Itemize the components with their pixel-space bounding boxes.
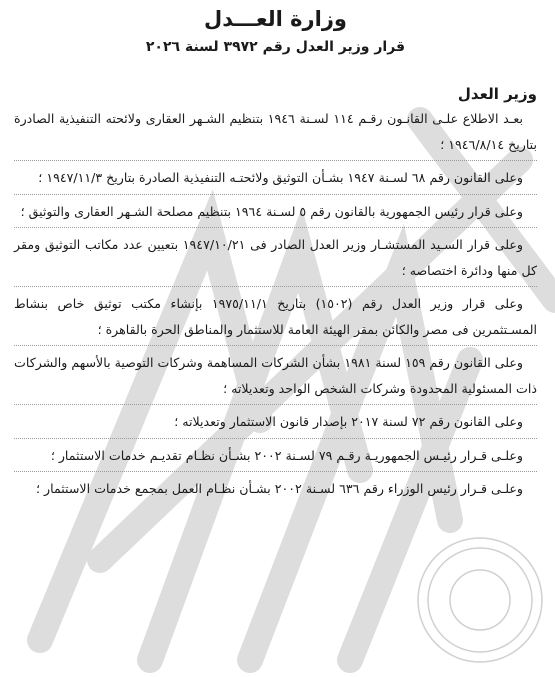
divider bbox=[14, 160, 537, 161]
paragraph: وعلـى قـرار رئيـس الجمهوريـة رقـم ٧٩ لسـنة ٢٠٠٢ بشـأن نظـام تقديـم خدمات الاستثمار ؛ bbox=[50, 447, 523, 463]
paragraph: وعلى القانون رقم ٦٨ لسـنة ١٩٤٧ بشـأن التوثيق ولائحتـه التنفيذية الصادرة بتاريخ ١٩٤٧/١١/٣ ؛ bbox=[38, 170, 523, 185]
divider bbox=[14, 438, 537, 439]
divider bbox=[14, 194, 537, 195]
paragraph: وعلى قرار السـيد المستشـار وزير العدل الصادر فى ١٩٤٧/١٠/٢١ بتعيين عدد مكاتب التوثيق ومقر كل منها ودائرة اختصاصه ؛ bbox=[14, 237, 537, 278]
paragraph: وعلى قرار وزير العدل رقم (١٥٠٢) بتاريخ ١٩٧٥/١١/١ بإنشاء مكتب توثيق خاص بنشاط المسـتثمرين فى مصر والكائن بمقر الهيئة العامة للاستثمار والمناطق الحرة بالقاهرة ؛ bbox=[14, 296, 537, 337]
divider bbox=[14, 227, 537, 228]
paragraph: وعلى القانون رقم ١٥٩ لسنة ١٩٨١ بشأن الشركات المساهمة وشركات التوصية بالأسهم والشركات ذات المسئولية المحدودة وشركات الشخص الواحد وتعديلاته ؛ bbox=[14, 355, 537, 396]
paragraph: وعلـى قـرار رئيس الوزراء رقم ٦٣٦ لسـنة ٢٠٠٢ بشـأن نظـام العمل بمجمع خدمات الاستثمار ؛ bbox=[36, 481, 523, 496]
paragraph: وعلى القانون رقم ٧٢ لسنة ٢٠١٧ بإصدار قانون الاستثمار وتعديلاته ؛ bbox=[174, 414, 523, 429]
divider bbox=[14, 286, 537, 287]
paragraph: وعلى قرار رئيس الجمهورية بالقانون رقم ٥ لسـنة ١٩٦٤ بتنظيم مصلحة الشـهر العقارى والتوثيق ؛ bbox=[20, 203, 523, 219]
document-body bbox=[0, 4, 555, 502]
divider bbox=[14, 471, 537, 472]
paragraph: بعـد الاطلاع علـى القانـون رقـم ١١٤ لسـنة ١٩٤٦ بتنظيم الشـهر العقارى ولائحته التنفيذية الصادرة بتاريخ ١٩٤٦/٨/١٤ ؛ bbox=[14, 111, 537, 152]
divider bbox=[14, 404, 537, 405]
issuer-heading: وزير العدل bbox=[457, 85, 537, 103]
decree-subtitle: قرار وزير العدل رقم ٣٩٧٢ لسنة ٢٠٢٦ bbox=[145, 39, 406, 55]
ministry-title: وزارة العـــدل bbox=[204, 7, 347, 31]
divider bbox=[14, 345, 537, 346]
